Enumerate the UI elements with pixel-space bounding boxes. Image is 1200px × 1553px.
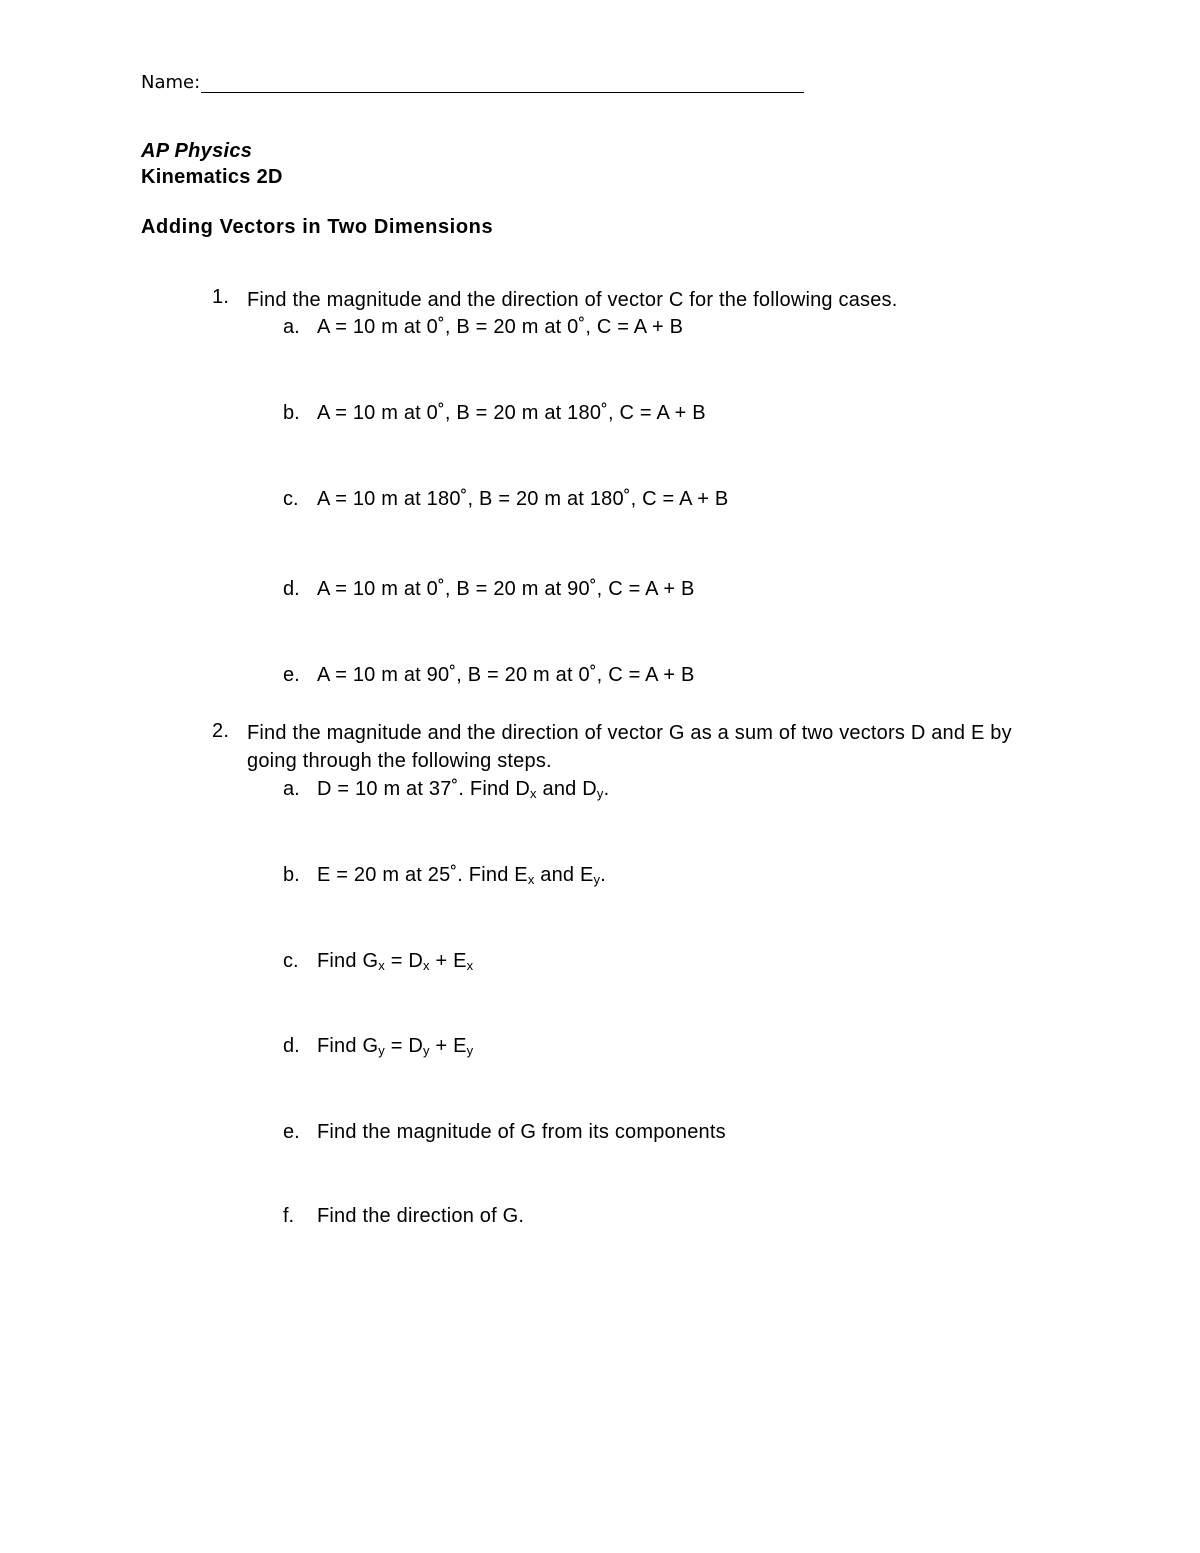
q2-part-b-letter: b.	[283, 864, 300, 886]
name-label: Name:	[141, 72, 201, 93]
q1-part-e-letter: e.	[283, 664, 300, 686]
question-1-text: Find the magnitude and the direction of vector C for the following cases.	[247, 289, 898, 311]
q2-part-d-letter: d.	[283, 1035, 300, 1057]
q1-part-e-text: A = 10 m at 90˚, B = 20 m at 0˚, C = A + B	[317, 664, 695, 686]
q1-part-b-text: A = 10 m at 0˚, B = 20 m at 180˚, C = A + B	[317, 402, 706, 424]
q1-part-b-letter: b.	[283, 402, 300, 424]
q2-part-b-text: E = 20 m at 25˚. Find $E_x$ and $E_y$.	[317, 864, 607, 887]
question-2-number: 2.	[212, 720, 230, 742]
q2-part-a-letter: a.	[283, 778, 300, 800]
q2-part-d-text: Find $G_y = D_y + E_y$	[317, 1035, 474, 1058]
q2-part-f-text: Find the direction of G.	[317, 1205, 525, 1227]
unit-title: Kinematics 2D	[141, 166, 283, 188]
course-title: AP Physics	[141, 140, 253, 162]
q1-part-a-letter: a.	[283, 316, 300, 338]
q1-part-d-letter: d.	[283, 578, 300, 600]
worksheet-heading: Adding Vectors in Two Dimensions	[141, 216, 494, 238]
q1-part-c-letter: c.	[283, 488, 299, 510]
q1-part-d-text: A = 10 m at 0˚, B = 20 m at 90˚, C = A + B	[317, 578, 695, 600]
q2-part-e-text: Find the magnitude of G from its components	[317, 1121, 726, 1143]
question-1-number: 1.	[212, 286, 230, 308]
q1-part-c-text: A = 10 m at 180˚, B = 20 m at 180˚, C = A + B	[317, 488, 729, 510]
name-blank-line[interactable]	[201, 72, 804, 93]
q2-part-a-text: D = 10 m at 37˚. Find $D_x$ and $D_y$.	[317, 778, 610, 801]
q1-part-a-text: A = 10 m at 0˚, B = 20 m at 0˚, C = A + B	[317, 316, 684, 338]
q2-part-c-text: Find $G_x = D_x + E_x$	[317, 950, 474, 973]
question-2-text: Find the magnitude and the direction of vector G as a sum of two vectors D and E by going through the following steps.	[247, 722, 1012, 772]
q2-part-c-letter: c.	[283, 950, 299, 972]
q2-part-f-letter: f.	[283, 1205, 295, 1227]
q2-part-e-letter: e.	[283, 1121, 300, 1143]
name-field[interactable]	[141, 72, 804, 93]
